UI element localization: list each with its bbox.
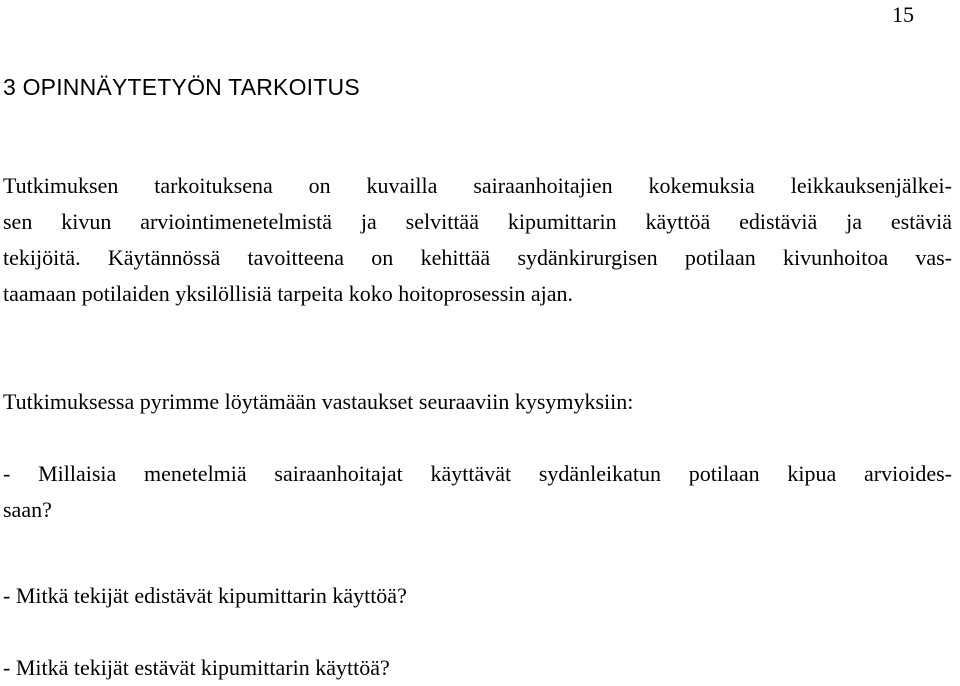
question-line: - Millaisia menetelmiä sairaanhoitajat käyttävät sydänleikatun potilaan kipua arvioides- <box>3 461 952 486</box>
paragraph-line: Tutkimuksen tarkoituksena on kuvailla sairaanhoitajien kokemuksia leikkauksenjälkei- <box>3 173 952 198</box>
question-item-1 <box>3 456 952 528</box>
question-line: - Mitkä tekijät edistävät kipumittarin käyttöä? <box>3 583 407 608</box>
question-line: - Mitkä tekijät estävät kipumittarin käyttöä? <box>3 655 390 680</box>
question-line: saan? <box>3 497 52 522</box>
paragraph-line: sen kivun arviointimenetelmistä ja selvittää kipumittarin käyttöä edistäviä ja estäviä <box>3 209 952 234</box>
paragraph-line: tekijöitä. Käytännössä tavoitteena on kehittää sydänkirurgisen potilaan kivunhoitoa vas- <box>3 245 952 270</box>
questions-intro <box>3 384 633 420</box>
question-item-3 <box>3 650 390 686</box>
purpose-paragraph <box>3 168 952 312</box>
paragraph-line: taamaan potilaiden yksilöllisiä tarpeita koko hoitoprosessin ajan. <box>3 281 574 306</box>
chapter-heading: 3 OPINNÄYTETYÖN TARKOITUS <box>3 74 360 100</box>
question-item-2 <box>3 578 407 614</box>
page-number: 15 <box>892 2 914 27</box>
paragraph-line: Tutkimuksessa pyrimme löytämään vastaukset seuraaviin kysymyksiin: <box>3 389 634 414</box>
